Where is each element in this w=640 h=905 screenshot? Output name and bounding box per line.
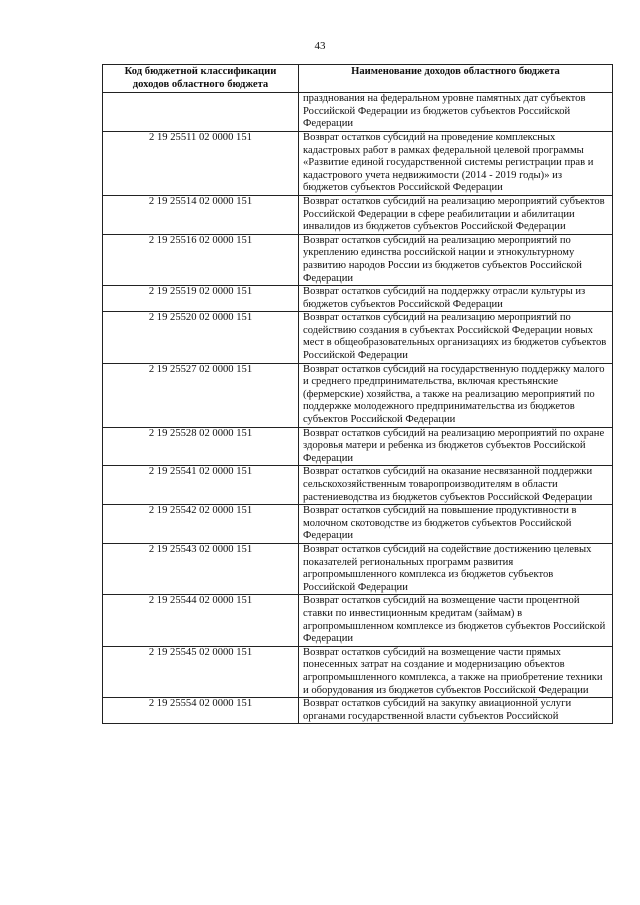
revenue-name-cell: Возврат остатков субсидий на возмещение части процентной ставки по инвестиционным кредитам (займам) в агропромышленном комплексе из бюджетов субъектов Российской Федерации	[299, 595, 613, 646]
table-row	[103, 234, 613, 285]
table-row	[103, 646, 613, 697]
revenue-name-cell: Возврат остатков субсидий на реализацию мероприятий по содействию создания в субъектах Российской Федерации новых мест в общеобразовательных организациях из бюджетов субъектов Российской Федерации	[299, 312, 613, 363]
revenue-name-cell: Возврат остатков субсидий на государственную поддержку малого и среднего предпринимательства, включая крестьянские (фермерские) хозяйства, а также на реализацию мероприятий по поддержке молодежного предпринимательства из бюджетов субъектов Российской Федерации	[299, 363, 613, 427]
revenue-name-cell: Возврат остатков субсидий на содействие достижению целевых показателей региональных программ развития агропромышленного комплекса из бюджетов субъектов Российской Федерации	[299, 543, 613, 594]
table-row	[103, 312, 613, 363]
table-row	[103, 505, 613, 544]
column-header-code: Код бюджетной классификации доходов областного бюджета	[103, 65, 299, 93]
budget-code-cell: 2 19 25528 02 0000 151	[103, 427, 299, 466]
table-row	[103, 698, 613, 724]
table-row	[103, 466, 613, 505]
budget-code-cell: 2 19 25511 02 0000 151	[103, 131, 299, 195]
revenue-name-cell: Возврат остатков субсидий на поддержку отрасли культуры из бюджетов субъектов Российской Федерации	[299, 286, 613, 312]
budget-code-cell: 2 19 25519 02 0000 151	[103, 286, 299, 312]
budget-code-cell: 2 19 25544 02 0000 151	[103, 595, 299, 646]
budget-code-cell: 2 19 25542 02 0000 151	[103, 505, 299, 544]
revenue-name-cell: Возврат остатков субсидий на повышение продуктивности в молочном скотоводстве из бюджетов субъектов Российской Федерации	[299, 505, 613, 544]
budget-classification-table	[102, 64, 613, 724]
table-row	[103, 427, 613, 466]
revenue-name-cell: Возврат остатков субсидий на закупку авиационной услуги органами государственной власти субъектов Российской	[299, 698, 613, 724]
table-row	[103, 363, 613, 427]
table-header	[103, 65, 613, 93]
budget-code-cell	[103, 93, 299, 132]
table-row	[103, 131, 613, 195]
budget-code-cell: 2 19 25514 02 0000 151	[103, 195, 299, 234]
column-header-name: Наименование доходов областного бюджета	[299, 65, 613, 93]
table-row	[103, 93, 613, 132]
budget-code-cell: 2 19 25545 02 0000 151	[103, 646, 299, 697]
table-row	[103, 543, 613, 594]
budget-code-cell: 2 19 25543 02 0000 151	[103, 543, 299, 594]
revenue-name-cell: Возврат остатков субсидий на реализацию мероприятий по охране здоровья матери и ребенка из бюджетов субъектов Российской Федерации	[299, 427, 613, 466]
budget-code-cell: 2 19 25541 02 0000 151	[103, 466, 299, 505]
revenue-name-cell: Возврат остатков субсидий на реализацию мероприятий по укреплению единства российской нации и этнокультурному развитию народов России из бюджетов субъектов Российской Федерации	[299, 234, 613, 285]
revenue-name-cell: Возврат остатков субсидий на оказание несвязанной поддержки сельскохозяйственным товаропроизводителям в области растениеводства из бюджетов субъектов Российской Федерации	[299, 466, 613, 505]
revenue-name-cell: празднования на федеральном уровне памятных дат субъектов Российской Федерации из бюджетов субъектов Российской Федерации	[299, 93, 613, 132]
budget-code-cell: 2 19 25554 02 0000 151	[103, 698, 299, 724]
budget-code-cell: 2 19 25516 02 0000 151	[103, 234, 299, 285]
header-row	[103, 65, 613, 93]
table-row	[103, 286, 613, 312]
budget-code-cell: 2 19 25527 02 0000 151	[103, 363, 299, 427]
table-row	[103, 195, 613, 234]
budget-code-cell: 2 19 25520 02 0000 151	[103, 312, 299, 363]
revenue-name-cell: Возврат остатков субсидий на проведение комплексных кадастровых работ в рамках федеральной целевой программы «Развитие единой государственной системы регистрации прав и кадастрового учета недвижимости (2014 - 2019 годы)» из бюджетов субъектов Российской Федерации	[299, 131, 613, 195]
revenue-name-cell: Возврат остатков субсидий на возмещение части прямых понесенных затрат на создание и модернизацию объектов агропромышленного комплекса, а также на приобретение техники и оборудования из бюджетов субъектов Российской Федерации	[299, 646, 613, 697]
table-body	[103, 93, 613, 724]
revenue-name-cell: Возврат остатков субсидий на реализацию мероприятий субъектов Российской Федерации в сфере реабилитации и абилитации инвалидов из бюджетов субъектов Российской Федерации	[299, 195, 613, 234]
table-row	[103, 595, 613, 646]
page-number: 43	[314, 40, 326, 52]
